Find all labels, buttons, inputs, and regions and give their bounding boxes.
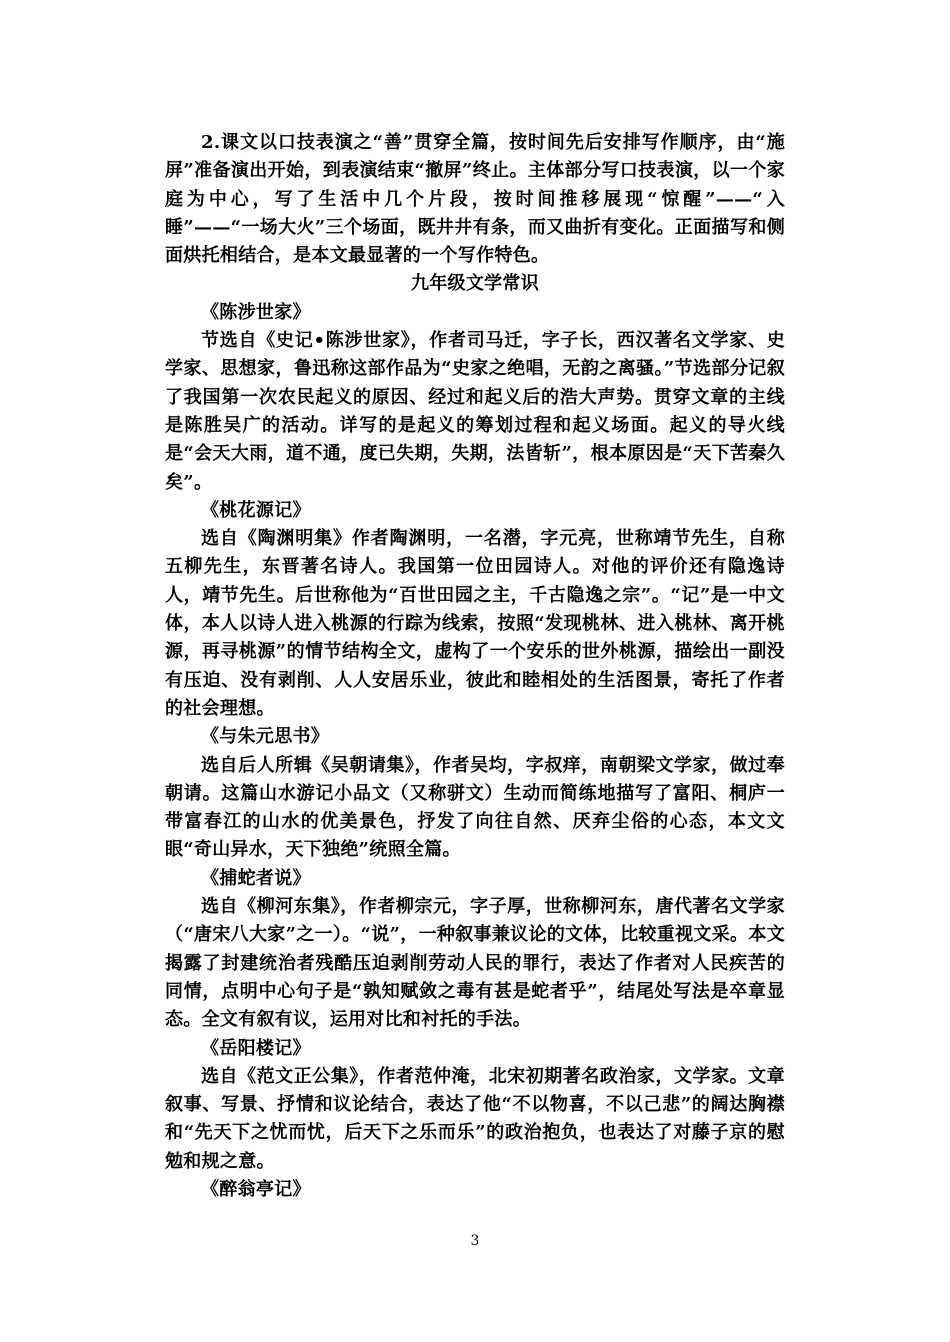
intro-paragraph: 2.课文以口技表演之“善”贯穿全篇，按时间先后安排写作顺序，由“施屏”准备演出开始，到表演结束“撤屏”终止。主体部分写口技表演，以一个家庭为中心，写了生活中几个片段，按时间推移展现“惊醒”——“入睡”——“一场大火”三个场面，既井井有条，而又曲折有变化。正面描写和侧面烘托相结合，是本文最显著的一个写作特色。: [165, 132, 785, 267]
entry-title-bushezhe: 《捕蛇者说》: [201, 867, 311, 889]
entry-body-taohuayuan: 选自《陶渊明集》作者陶渊明，一名潜，字元亮，世称靖节先生，自称五柳先生，东晋著名诗人。我国第一位田园诗人。对他的评价还有隐逸诗人，靖节先生。后世称他为“百世田园之主，千古隐逸之宗”。“记”是一中文体，本人以诗人进入桃源的行踪为线索，按照“发现桃林、进入桃林、离开桃源，再寻桃源”的情节结构全文，虚构了一个安乐的世外桃源，描绘出一副没有压迫、没有剥削、人人安居乐业，彼此和睦相处的生活图景，寄托了作者的社会理想。: [165, 528, 785, 719]
entry-title-yueyanglou: 《岳阳楼记》: [201, 1037, 311, 1059]
entry-title-zuiwengting: 《醉翁亭记》: [201, 1178, 311, 1200]
entry-title-zhuyuansi: 《与朱元思书》: [201, 726, 330, 748]
document-body: [165, 129, 785, 1204]
entry-title-taohuayuan: 《桃花源记》: [201, 499, 311, 521]
entry-title-chenshe: 《陈涉世家》: [201, 301, 311, 323]
entry-body-chenshe: 节选自《史记•陈涉世家》，作者司马迁，字子长，西汉著名文学家、史学家、思想家，鲁迅称这部作品为“史家之绝唱，无韵之离骚。”节选部分记叙了我国第一次农民起义的原因、经过和起义后的浩大声势。贯穿文章的主线是陈胜吴广的活动。详写的是起义的筹划过程和起义场面。起义的导火线是“会天大雨，道不通，度已失期，失期，法皆斩”，根本原因是“天下苦秦久矣”。: [165, 330, 785, 493]
entry-body-yueyanglou: 选自《范文正公集》，作者范仲淹，北宋初期著名政治家，文学家。文章叙事、写景、抒情和议论结合，表达了他“不以物喜，不以己悲”的阔达胸襟和“先天下之忧而忧，后天下之乐而乐”的政治抱负，也表达了对藤子京的慰勉和规之意。: [165, 1065, 785, 1172]
page-number: 3: [470, 1233, 480, 1249]
entry-body-zhuyuansi: 选自后人所辑《吴朝请集》，作者吴均，字叔痒，南朝梁文学家，做过奉朝请。这篇山水游记小品文（又称骈文）生动而简练地描写了富阳、桐庐一带富春江的山水的优美景色，抒发了向往自然、厌弃尘俗的心态，本文文眼“奇山异水，天下独绝”统照全篇。: [165, 754, 785, 861]
section-heading: 九年级文学常识: [410, 273, 540, 295]
entry-body-bushezhe: 选自《柳河东集》，作者柳宗元，字子厚，世称柳河东，唐代著名文学家（“唐宋八大家”之一）。“说”，一种叙事兼议论的文体，比较重视文采。本文揭露了封建统治者残酷压迫剥削劳动人民的罪行，表达了作者对人民疾苦的同情，点明中心句子是“孰知赋敛之毒有甚是蛇者乎”，结尾处写法是卒章显态。全文有叙有议，运用对比和衬托的手法。: [165, 896, 785, 1031]
